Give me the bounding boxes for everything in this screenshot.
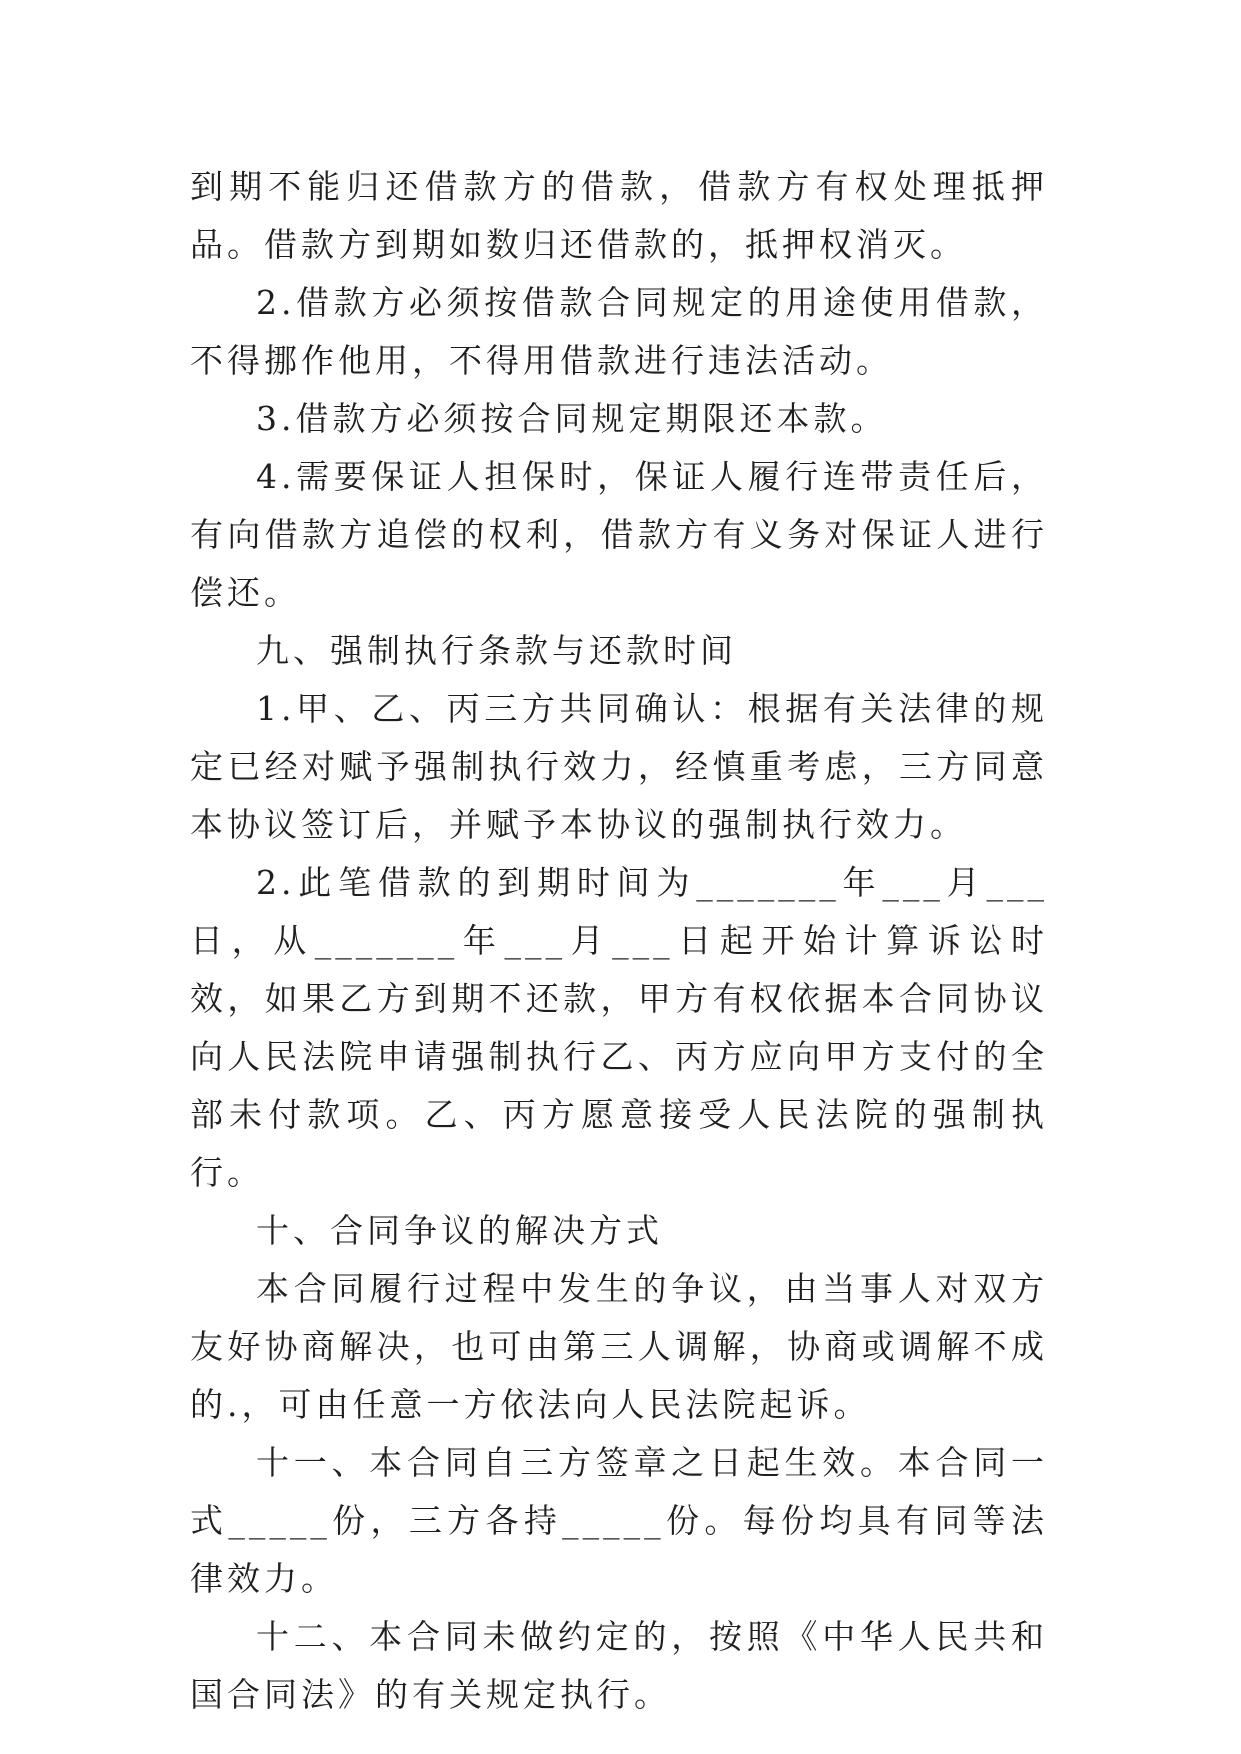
section-heading-dispute: 十、合同争议的解决方式 bbox=[256, 1211, 663, 1250]
section-heading-enforcement: 九、强制执行条款与还款时间 bbox=[256, 631, 737, 670]
document-body bbox=[190, 158, 1048, 1724]
paragraph-loan-usage: 2.借款方必须按借款合同规定的用途使用借款，不得挪作他用，不得用借款进行违法活动。 bbox=[190, 283, 1048, 380]
paragraph-guarantor-rights: 4.需要保证人担保时，保证人履行连带责任后，有向借款方追偿的权利，借款方有义务对保证人进行偿还。 bbox=[190, 457, 1048, 612]
paragraph-enforcement-confirmation: 1.甲、乙、丙三方共同确认：根据有关法律的规定已经对赋予强制执行效力，经慎重考虑，三方同意本协议签订后，并赋予本协议的强制执行效力。 bbox=[190, 689, 1048, 844]
paragraph-dispute-resolution: 本合同履行过程中发生的争议，由当事人对双方友好协商解决，也可由第三人调解，协商或调解不成的.，可由任意一方依法向人民法院起诉。 bbox=[190, 1269, 1048, 1424]
paragraph-due-date: 2.此笔借款的到期时间为_______年___月___日，从_______年___月___日起开始计算诉讼时效，如果乙方到期不还款，甲方有权依据本合同协议向人民法院申请强制执行乙、丙方应向甲方支付的全部未付款项。乙、丙方愿意接受人民法院的强制执行。 bbox=[190, 863, 1048, 1192]
paragraph-governing-law: 十二、本合同未做约定的，按照《中华人民共和国合同法》的有关规定执行。 bbox=[190, 1617, 1048, 1714]
paragraph-collateral-disposal: 到期不能归还借款方的借款，借款方有权处理抵押品。借款方到期如数归还借款的，抵押权消灭。 bbox=[190, 167, 1048, 264]
paragraph-effectiveness-copies: 十一、本合同自三方签章之日起生效。本合同一式_____份，三方各持_____份。每份均具有同等法律效力。 bbox=[190, 1443, 1048, 1598]
paragraph-repayment-term: 3.借款方必须按合同规定期限还本款。 bbox=[256, 399, 888, 438]
